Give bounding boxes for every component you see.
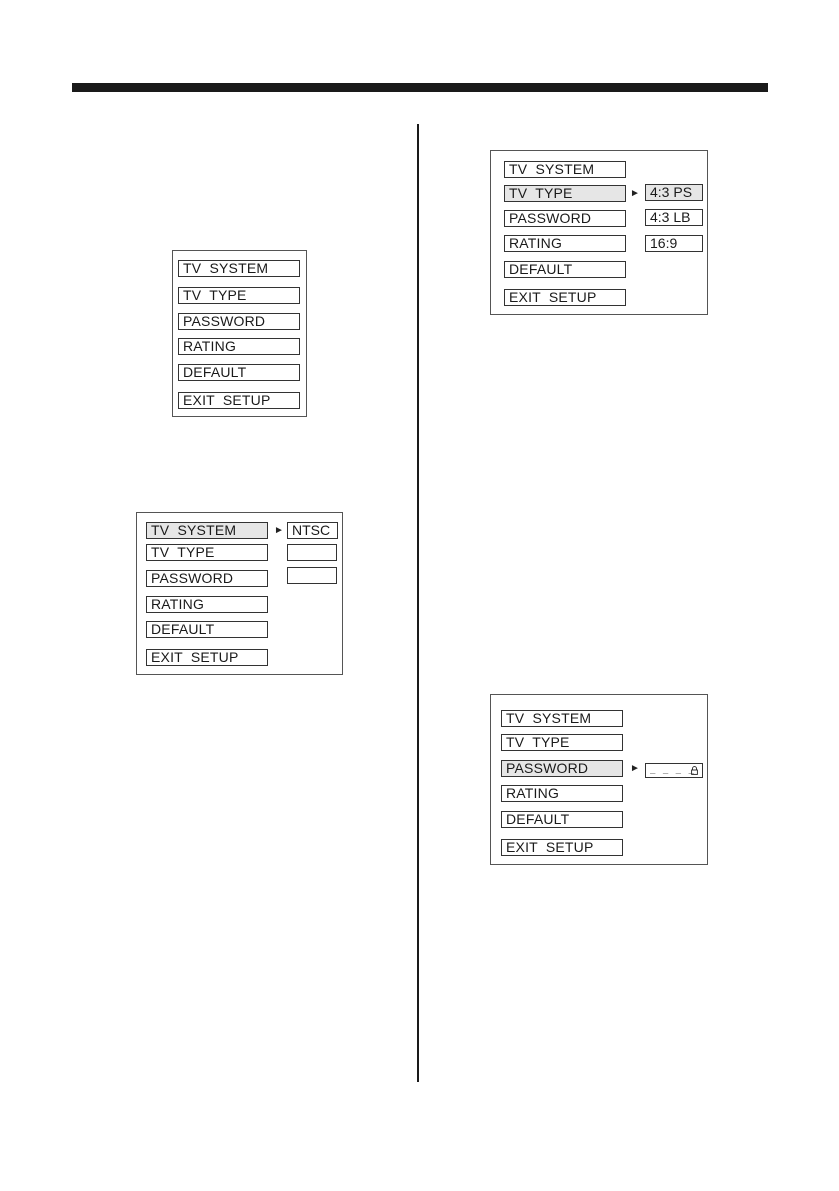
menu-item-tv-type[interactable]: TV TYPE (178, 287, 300, 304)
menu-item-exit-setup[interactable]: EXIT SETUP (501, 839, 623, 856)
password-placeholder: _ _ _ _ (650, 765, 695, 775)
tv-system-option[interactable]: NTSC (287, 522, 338, 539)
column-divider (417, 124, 419, 1082)
menu-item-default[interactable]: DEFAULT (146, 621, 268, 638)
menu-item-default[interactable]: DEFAULT (504, 261, 626, 278)
menu-item-rating[interactable]: RATING (146, 596, 268, 613)
tv-system-option[interactable] (287, 567, 337, 584)
setup-menu-password (490, 694, 708, 865)
menu-item-password[interactable]: PASSWORD (146, 570, 268, 587)
arrow-right-icon: ► (630, 188, 640, 199)
menu-item-password[interactable]: PASSWORD (504, 210, 626, 227)
menu-item-rating[interactable]: RATING (504, 235, 626, 252)
menu-item-tv-system[interactable]: TV SYSTEM (501, 710, 623, 727)
menu-item-tv-system[interactable]: TV SYSTEM (178, 260, 300, 277)
tv-system-option[interactable] (287, 544, 337, 561)
setup-menu-tv-type (490, 150, 708, 315)
menu-item-exit-setup[interactable]: EXIT SETUP (146, 649, 268, 666)
menu-item-default[interactable]: DEFAULT (501, 811, 623, 828)
tv-type-option[interactable]: 4:3 LB (645, 209, 703, 226)
menu-item-tv-type[interactable]: TV TYPE (146, 544, 268, 561)
arrow-right-icon: ► (274, 525, 284, 536)
header-rule (72, 83, 768, 92)
menu-item-password[interactable]: PASSWORD (501, 760, 623, 777)
setup-menu-tv-system (136, 512, 343, 675)
menu-item-password[interactable]: PASSWORD (178, 313, 300, 330)
lock-icon (691, 766, 698, 780)
setup-menu-main (172, 250, 307, 417)
tv-type-option[interactable]: 16:9 (645, 235, 703, 252)
menu-item-rating[interactable]: RATING (178, 338, 300, 355)
menu-item-default[interactable]: DEFAULT (178, 364, 300, 381)
menu-item-exit-setup[interactable]: EXIT SETUP (178, 392, 300, 409)
arrow-right-icon: ► (630, 763, 640, 774)
menu-item-tv-type[interactable]: TV TYPE (504, 185, 626, 202)
menu-item-tv-system[interactable]: TV SYSTEM (504, 161, 626, 178)
menu-item-exit-setup[interactable]: EXIT SETUP (504, 289, 626, 306)
menu-item-tv-system[interactable]: TV SYSTEM (146, 522, 268, 539)
menu-item-rating[interactable]: RATING (501, 785, 623, 802)
password-input[interactable] (645, 763, 703, 778)
menu-item-tv-type[interactable]: TV TYPE (501, 734, 623, 751)
tv-type-option[interactable]: 4:3 PS (645, 184, 703, 201)
